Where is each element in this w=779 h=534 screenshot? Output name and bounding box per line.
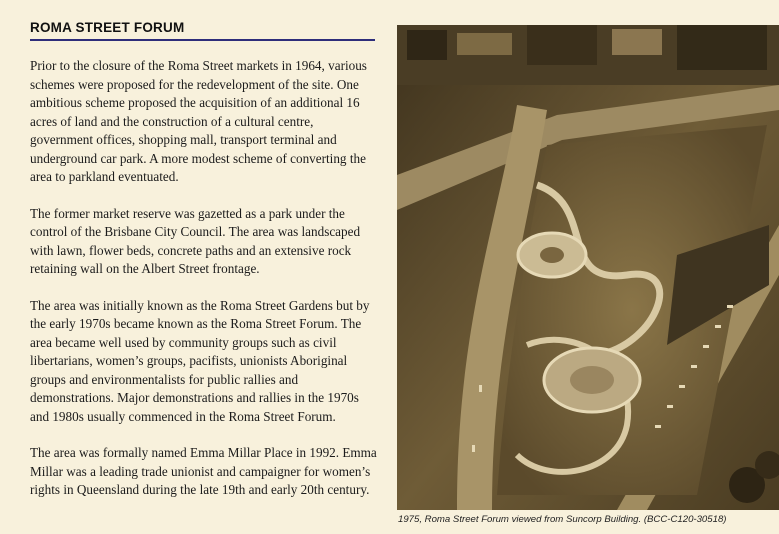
aerial-photo: [397, 25, 779, 510]
paragraph-2: The former market reserve was gazetted as a park under the control of the Brisbane City Council. The area was landscaped with lawn, flower beds, concrete paths and an extensive rock retaining wall on the Albert Street frontage.: [30, 205, 361, 276]
paragraph-1: Prior to the closure of the Roma Street markets in 1964, various schemes were proposed for the redevelopment of the site. One ambitious scheme proposed the acquisition of an additional 16 acres of land and the construction of a cultural centre, government offices, shopping mall, transport terminal and underground car park. A more modest scheme of converting the area to parkland eventuated.: [30, 58, 367, 184]
aerial-photo-illustration: [397, 25, 779, 510]
article-column: [30, 20, 378, 518]
article-body: [30, 57, 378, 500]
paragraph-4: The area was formally named Emma Millar Place in 1992. Emma Millar was a leading trade unionist and campaigner for women’s rights in Queensland during the late 19th and early 20th century.: [30, 445, 377, 497]
section-heading: ROMA STREET FORUM: [30, 20, 375, 41]
paragraph-3: The area was initially known as the Roma Street Gardens but by the early 1970s became known as the Roma Street Forum. The area became well used by community groups such as civil libertarians, women’s groups, pacifists, unionists Aboriginal groups and environmentalists for public rallies and demonstrations. Major demonstrations and rallies in the 1970s and 1980s usually commenced in the Roma Street Forum.: [30, 297, 370, 424]
photo-caption: 1975, Roma Street Forum viewed from Suncorp Building. (BCC-C120-30518): [398, 514, 727, 525]
